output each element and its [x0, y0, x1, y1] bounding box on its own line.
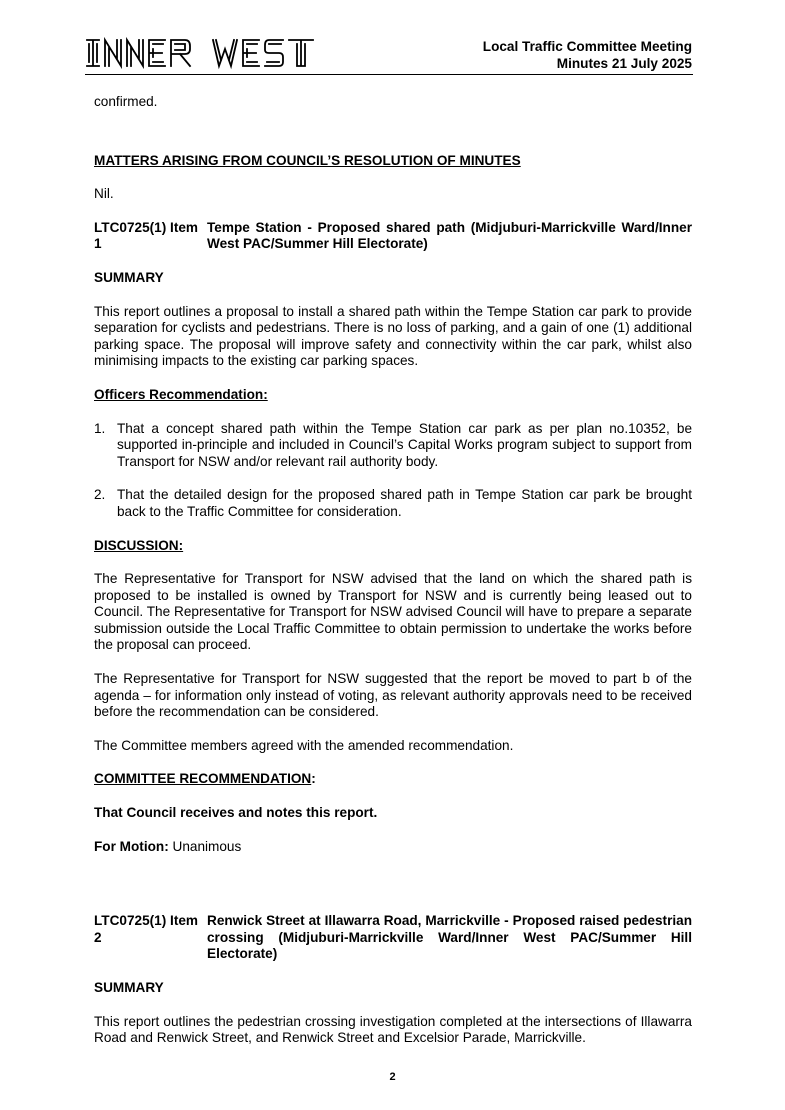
minutes-body	[94, 94, 692, 1047]
meeting-header	[483, 38, 692, 72]
committee-heading-colon: :	[311, 771, 316, 787]
committee-recommendation-text: That Council receives and notes this report.	[94, 805, 378, 821]
discussion-heading: DISCUSSION:	[94, 537, 184, 553]
item2-ref: LTC0725(1) Item 2	[94, 913, 198, 945]
officers-recommendation-list	[94, 421, 692, 521]
motion-value: Unanimous	[168, 838, 242, 854]
discussion-paragraph: The Representative for Transport for NSW suggested that the report be moved to part b of the agenda – for information only instead of voting, as relevant authority approvals need to be received before the recommendation can be considered.	[94, 671, 692, 720]
item2-summary-text: This report outlines the pedestrian crossing investigation completed at the intersections of Illawarra Road and Renwick Street, and Renwick Street and Excelsior Parade, Marrickville.	[94, 1013, 692, 1046]
recommendation-text: That the detailed design for the proposed shared path in Tempe Station car park be brought back to the Traffic Committee for consideration.	[117, 487, 692, 519]
intro-text: confirmed.	[94, 94, 158, 109]
matters-arising-text: Nil.	[94, 186, 114, 202]
motion-line	[94, 839, 692, 856]
meeting-title: Local Traffic Committee Meeting	[482, 39, 692, 54]
recommendation-number: 1.	[94, 420, 106, 436]
page-number: 2	[389, 1071, 396, 1083]
header-divider	[85, 74, 693, 75]
item1-ref: LTC0725(1) Item 1	[94, 219, 198, 252]
item1-summary-text: This report outlines a proposal to install a shared path within the Tempe Station car park to provide separation for cyclists and pedestrians. There is no loss of parking, and a gain of one (1) additional parking space. The proposal will improve safety and connectivity within the car park, whilst also minimising impacts to the existing car parking spaces.	[94, 303, 692, 369]
item2-title: Renwick Street at Illawarra Road, Marrickville - Proposed raised pedestrian crossing (Midjuburi-Marrickville Ward/Inner West PAC/Summer Hill Electorate)	[207, 913, 692, 962]
recommendation-item	[94, 487, 692, 520]
discussion-paragraph: The Committee members agreed with the amended recommendation.	[94, 737, 514, 753]
inner-west-logo	[85, 36, 337, 77]
officers-recommendation-heading: Officers Recommendation:	[94, 386, 268, 402]
recommendation-text: That a concept shared path within the Tempe Station car park as per plan no.10352, be supported in-principle and included in Council’s Capital Works program subject to support from Transport for NSW and/or relevant rail authority body.	[117, 420, 692, 469]
motion-label: For Motion:	[94, 838, 169, 854]
item1-heading	[94, 220, 692, 253]
recommendation-item	[94, 421, 692, 471]
committee-recommendation-heading	[94, 771, 692, 788]
meeting-date: Minutes 21 July 2025	[556, 56, 692, 71]
matters-arising-heading: MATTERS ARISING FROM COUNCIL’S RESOLUTION OF MINUTES	[94, 152, 521, 168]
committee-heading-text: COMMITTEE RECOMMENDATION	[94, 771, 312, 787]
item1-summary-heading: SUMMARY	[94, 269, 164, 285]
recommendation-number: 2.	[94, 487, 106, 503]
item2-heading	[94, 913, 692, 963]
item1-title: Tempe Station - Proposed shared path (Midjuburi-Marrickville Ward/Inner West PAC/Summer Hill Electorate)	[207, 219, 692, 252]
discussion-paragraph: The Representative for Transport for NSW advised that the land on which the shared path is proposed to be installed is owned by Transport for NSW and is currently being leased out to Council. The Representative for Transport for NSW advised Council will have to prepare a separate submission outside the Local Traffic Committee to obtain permission to undertake the works before the proposal can proceed.	[94, 571, 692, 653]
item2-summary-heading: SUMMARY	[94, 980, 164, 995]
